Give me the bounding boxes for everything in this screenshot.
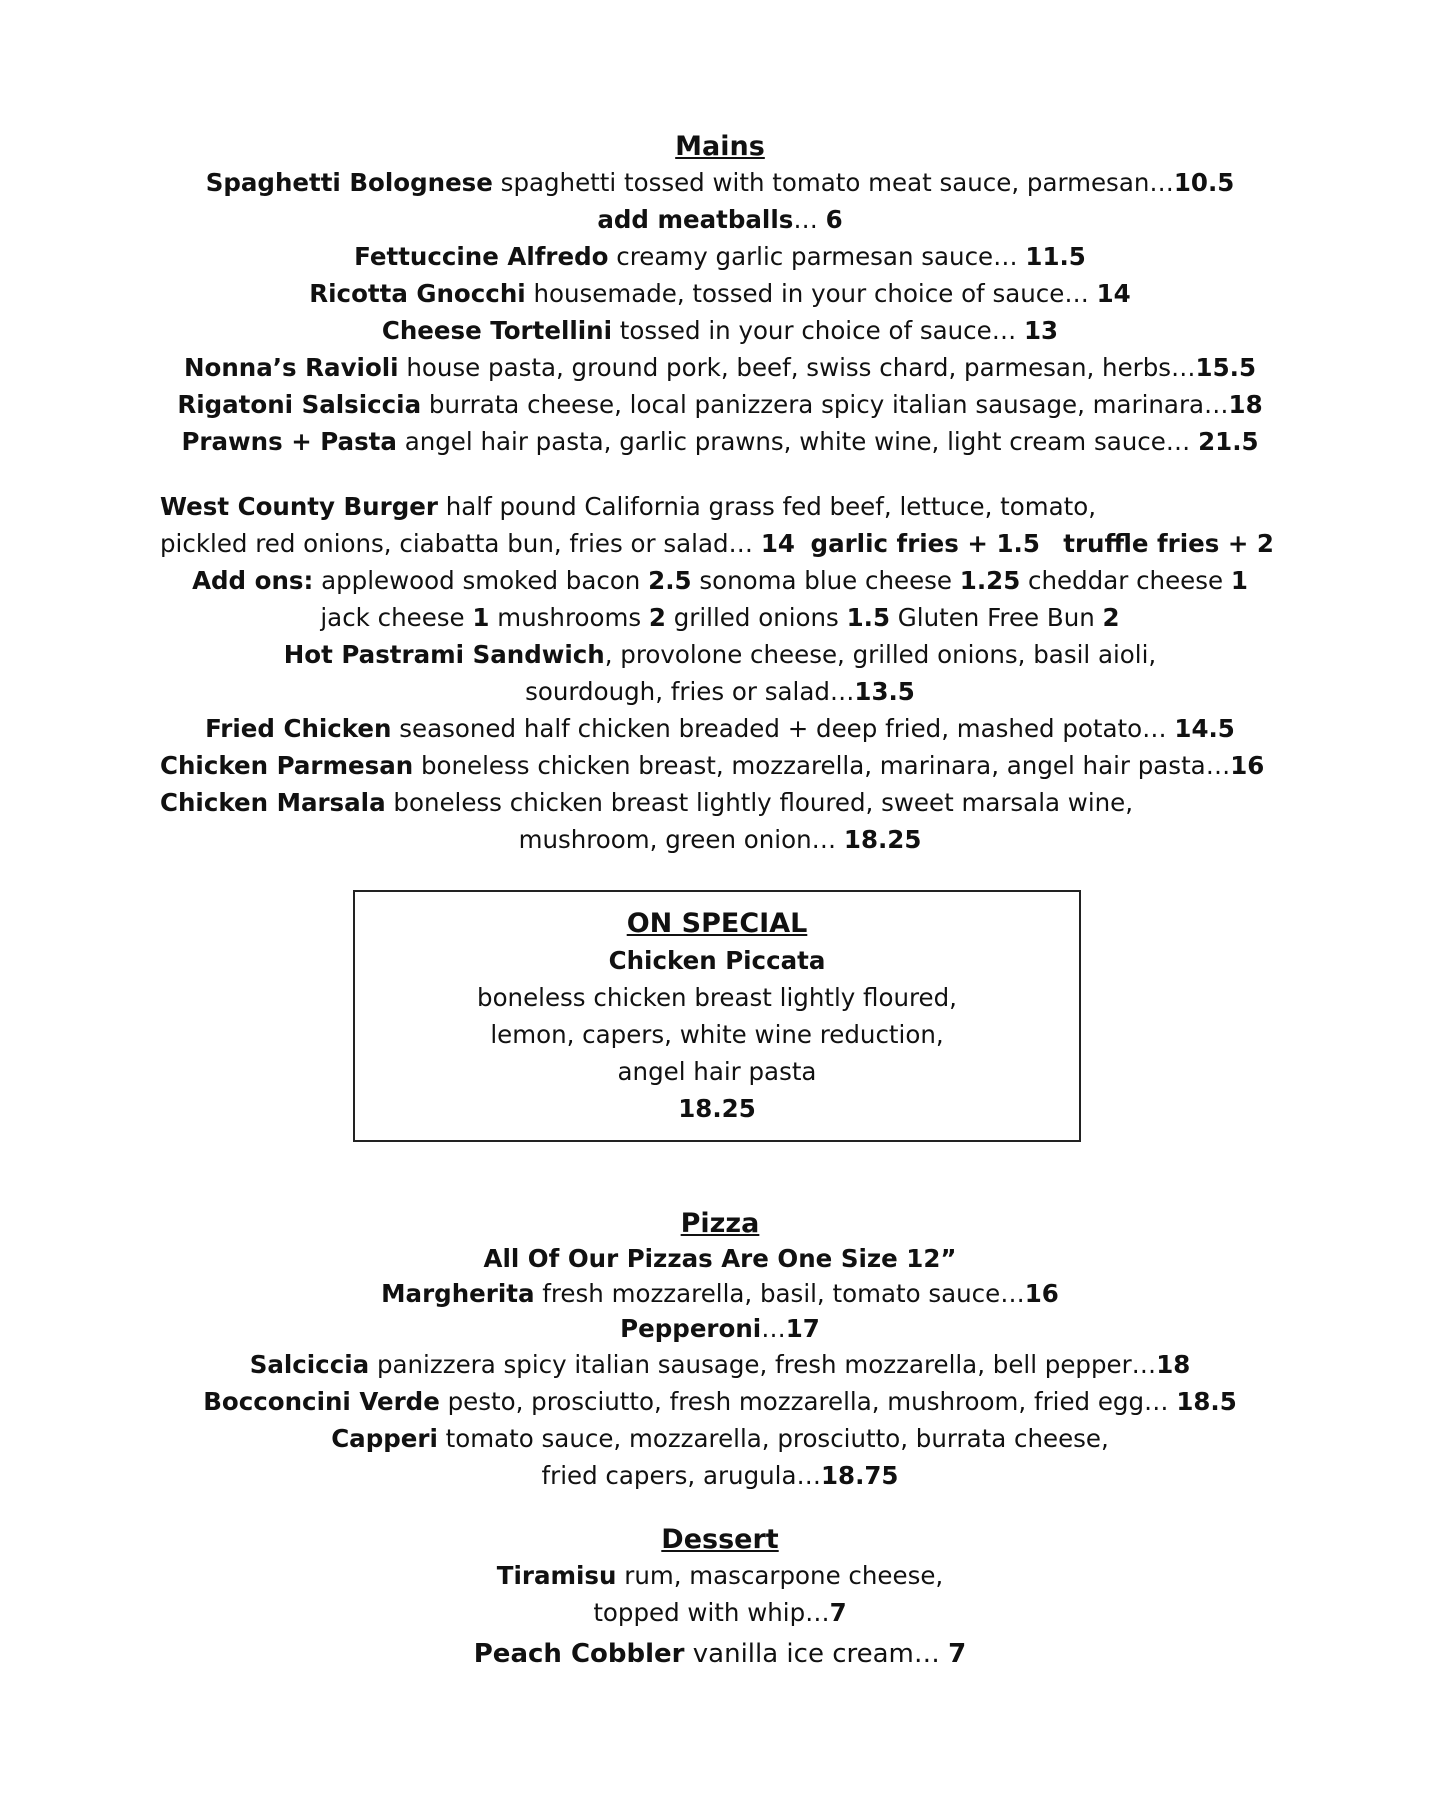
- burger-desc: pickled red onions, ciabatta bun, fries or salad…: [160, 529, 761, 558]
- item-name: Fettuccine Alfredo: [354, 242, 609, 271]
- menu-item: [0, 1312, 1440, 1346]
- special-desc: lemon, capers, white wine reduction,: [490, 1020, 944, 1049]
- item-name: Chicken Parmesan: [160, 751, 414, 780]
- item-desc: boneless chicken breast lightly floured, sweet marsala wine,: [385, 788, 1134, 817]
- special-box: [353, 890, 1081, 1142]
- item-price: 21.5: [1198, 427, 1259, 456]
- item-desc: …: [793, 205, 826, 234]
- item-desc: spaghetti tossed with tomato meat sauce, parmesan…: [492, 168, 1174, 197]
- item-desc: housemade, tossed in your choice of sauce…: [525, 279, 1097, 308]
- item-desc: vanilla ice cream…: [684, 1639, 949, 1669]
- item-desc: mushroom, green onion…: [518, 825, 844, 854]
- item-price: 7: [948, 1639, 967, 1669]
- item-name: Margherita: [381, 1279, 535, 1308]
- item-price: 18.5: [1176, 1387, 1237, 1416]
- special-desc: angel hair pasta: [617, 1057, 817, 1086]
- item-name: Ricotta Gnocchi: [309, 279, 526, 308]
- addon-name: sonoma blue cheese: [691, 566, 960, 595]
- menu-item-cont: [0, 821, 1440, 858]
- item-name: Prawns + Pasta: [181, 427, 397, 456]
- menu-item: [0, 710, 1440, 747]
- item-name: Pepperoni: [620, 1314, 762, 1343]
- item-price: 16: [1230, 751, 1265, 780]
- addon-price: 2: [648, 603, 666, 632]
- item-price: 11.5: [1025, 242, 1086, 271]
- item-price: 13.5: [854, 677, 915, 706]
- menu-item: [0, 349, 1440, 386]
- mains-more-section: [0, 488, 1440, 858]
- item-name: Nonna’s Ravioli: [184, 353, 399, 382]
- item-name: Fried Chicken: [205, 714, 392, 743]
- item-desc: burrata cheese, local panizzera spicy italian sausage, marinara…: [421, 390, 1229, 419]
- item-desc: pesto, prosciutto, fresh mozzarella, mushroom, fried egg…: [439, 1387, 1177, 1416]
- addon-name: jack cheese: [320, 603, 473, 632]
- item-desc: topped with whip…: [593, 1598, 830, 1627]
- menu-item: [0, 164, 1440, 201]
- item-desc: boneless chicken breast, mozzarella, marinara, angel hair pasta…: [413, 751, 1231, 780]
- item-desc: sourdough, fries or salad…: [525, 677, 855, 706]
- garlic-fries-price: + 1.5: [958, 529, 1040, 558]
- special-title: ON SPECIAL: [626, 908, 808, 939]
- item-price: 18: [1228, 390, 1263, 419]
- item-desc: seasoned half chicken breaded + deep fried, mashed potato…: [391, 714, 1175, 743]
- item-name: Rigatoni Salsiccia: [177, 390, 422, 419]
- menu-item: [0, 747, 1440, 784]
- item-desc: fried capers, arugula…: [541, 1461, 821, 1490]
- item-desc: tossed in your choice of sauce…: [612, 316, 1024, 345]
- menu-item: [0, 1420, 1440, 1457]
- menu-item: [0, 636, 1440, 673]
- addon-price: 1.5: [846, 603, 890, 632]
- item-desc: house pasta, ground pork, beef, swiss chard, parmesan, herbs…: [398, 353, 1196, 382]
- addon-name: cheddar cheese: [1020, 566, 1231, 595]
- menu-item: [0, 1346, 1440, 1383]
- addon-price: 1: [1230, 566, 1248, 595]
- pizza-subtitle: All Of Our Pizzas Are One Size 12”: [483, 1244, 957, 1273]
- menu-item-cont: [0, 1594, 1440, 1631]
- item-price: 6: [825, 205, 843, 234]
- menu-item: [0, 1557, 1440, 1594]
- item-desc: creamy garlic parmesan sauce…: [608, 242, 1026, 271]
- item-price: 16: [1024, 1279, 1059, 1308]
- burger-name: West County Burger: [160, 492, 438, 521]
- item-desc: rum, mascarpone cheese,: [616, 1561, 944, 1590]
- item-price: 14.5: [1174, 714, 1235, 743]
- item-price: 14: [1096, 279, 1131, 308]
- item-name: Hot Pastrami Sandwich: [283, 640, 605, 669]
- addon-price: 1.25: [959, 566, 1021, 595]
- addons-line-1: [0, 562, 1440, 599]
- addon-price: 2.5: [648, 566, 692, 595]
- addon-name: Gluten Free Bun: [890, 603, 1103, 632]
- menu-item-cont: [0, 673, 1440, 710]
- item-price: 18.25: [843, 825, 922, 854]
- addon-price: 1: [472, 603, 490, 632]
- item-price: 15.5: [1195, 353, 1256, 382]
- item-price: 10.5: [1173, 168, 1235, 197]
- item-name: Tiramisu: [496, 1561, 617, 1590]
- item-name: Salciccia: [249, 1350, 370, 1379]
- menu-item: [0, 275, 1440, 312]
- item-desc: panizzera spicy italian sausage, fresh mozzarella, bell pepper…: [369, 1350, 1157, 1379]
- item-price: 18.75: [820, 1461, 899, 1490]
- menu-item: [0, 1276, 1440, 1312]
- garlic-fries: garlic fries: [810, 529, 959, 558]
- item-desc: tomato sauce, mozzarella, prosciutto, burrata cheese,: [437, 1424, 1109, 1453]
- item-price: 13: [1024, 316, 1059, 345]
- addons-line-2: [0, 599, 1440, 636]
- item-name: Peach Cobbler: [473, 1639, 685, 1669]
- menu-item: [0, 386, 1440, 423]
- item-desc: fresh mozzarella, basil, tomato sauce…: [534, 1279, 1025, 1308]
- addon-name: grilled onions: [665, 603, 847, 632]
- burger-price: 14: [760, 529, 795, 558]
- burger-line-2: [0, 525, 1440, 562]
- truffle-fries-price: + 2: [1219, 529, 1274, 558]
- truffle-fries: truffle fries: [1063, 529, 1220, 558]
- item-name: add meatballs: [597, 205, 794, 234]
- dessert-section: [0, 1523, 1440, 1673]
- menu-item: [0, 201, 1440, 238]
- menu-item: [0, 1383, 1440, 1420]
- addons-label: Add ons:: [192, 566, 314, 595]
- item-price: 7: [829, 1598, 847, 1627]
- item-price: 18: [1156, 1350, 1191, 1379]
- mains-section: [0, 130, 1440, 460]
- addon-name: applewood smoked bacon: [313, 566, 649, 595]
- item-name: Chicken Marsala: [160, 788, 386, 817]
- menu-item: [0, 312, 1440, 349]
- menu-item: [0, 238, 1440, 275]
- dessert-title: Dessert: [661, 1524, 779, 1555]
- burger-desc: half pound California grass fed beef, lettuce, tomato,: [437, 492, 1097, 521]
- item-name: Cheese Tortellini: [381, 316, 612, 345]
- menu-item-cont: [0, 1457, 1440, 1494]
- item-name: Bocconcini Verde: [203, 1387, 440, 1416]
- addon-price: 2: [1102, 603, 1120, 632]
- item-desc: angel hair pasta, garlic prawns, white wine, light cream sauce…: [396, 427, 1199, 456]
- mains-title: Mains: [675, 131, 765, 162]
- item-price: 17: [785, 1314, 820, 1343]
- special-name: Chicken Piccata: [608, 946, 826, 975]
- special-desc: boneless chicken breast lightly floured,: [477, 983, 957, 1012]
- pizza-section: [0, 1207, 1440, 1494]
- pizza-title: Pizza: [680, 1208, 760, 1239]
- item-desc: …: [761, 1314, 786, 1343]
- item-name: Spaghetti Bolognese: [205, 168, 493, 197]
- special-price: 18.25: [678, 1094, 756, 1123]
- menu-item: [0, 1636, 1440, 1673]
- addon-name: mushrooms: [489, 603, 649, 632]
- burger-line-1: [0, 488, 1440, 525]
- menu-item: [0, 423, 1440, 460]
- item-desc: , provolone cheese, grilled onions, basil aioli,: [604, 640, 1157, 669]
- item-name: Capperi: [331, 1424, 438, 1453]
- menu-item: [0, 784, 1440, 821]
